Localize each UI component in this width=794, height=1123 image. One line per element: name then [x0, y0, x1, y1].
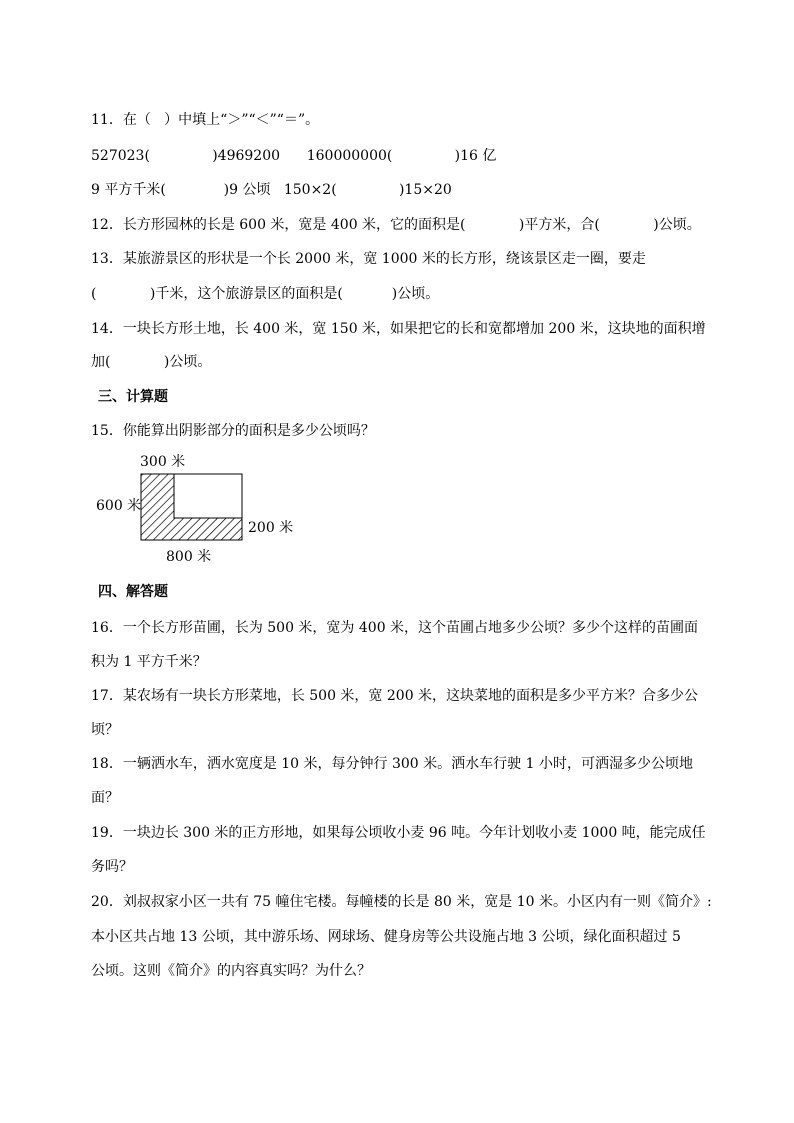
q19-line2: 务吗？ [91, 859, 133, 875]
shaded-area-diagram [92, 448, 302, 570]
q13-line1: 13．某旅游景区的形状是一个长 2000 米，宽 1000 米的长方形，绕该景区走一圈，要走 [91, 251, 646, 267]
section3-heading: 三、计算题 [98, 389, 168, 405]
q20-line1: 20．刘叔叔家小区一共有 75 幢住宅楼。每幢楼的长是 80 米，宽是 10 米。小区内有一则《简介》: [91, 894, 712, 910]
q11-row2: 9 平方千米( )9 公顷 150×2( )15×20 [91, 182, 452, 198]
q17-line2: 顷？ [91, 722, 119, 738]
q20-line2: 本小区共占地 13 公顷，其中游乐场、网球场、健身房等公共设施占地 3 公顷，绿化面积超过 5 [91, 929, 681, 945]
label-top: 300 米 [140, 454, 186, 470]
q11-row1: 527023( )4969200 160000000( )16 亿 [91, 148, 497, 164]
q16-line2: 积为 1 平方千米？ [91, 654, 207, 670]
label-left: 600 米 [96, 498, 142, 514]
q14-line1: 14．一块长方形土地，长 400 米，宽 150 米，如果把它的长和宽都增加 200 米，这块地的面积增 [91, 321, 706, 337]
q20-line3: 公顷。这则《简介》的内容真实吗？为什么？ [91, 963, 371, 979]
q19-line1: 19．一块边长 300 米的正方形地，如果每公顷收小麦 96 吨。今年计划收小麦 1000 吨，能完成任 [91, 825, 706, 841]
q17-line1: 17．某农场有一块长方形菜地，长 500 米，宽 200 米，这块菜地的面积是多少平方米？合多少公 [91, 688, 699, 704]
q16-line1: 16．一个长方形苗圃，长为 500 米，宽为 400 米，这个苗圃占地多少公顷？多少个这样的苗圃面 [91, 620, 699, 636]
section4-heading: 四、解答题 [98, 584, 168, 600]
q12-text: 12．长方形园林的长是 600 米，宽是 400 米，它的面积是( )平方米，合( )公顷。 [91, 217, 701, 233]
q18-line2: 面？ [91, 790, 119, 806]
q11-title: 11．在（ ）中填上“＞”“＜”“＝”。 [91, 112, 320, 128]
q14-line2: 加( )公顷。 [91, 354, 212, 370]
q15-text: 15．你能算出阴影部分的面积是多少公顷吗？ [91, 423, 375, 439]
label-bottom: 800 米 [166, 549, 212, 565]
label-right: 200 米 [248, 520, 294, 536]
q13-line2: ( )千米，这个旅游景区的面积是( )公顷。 [91, 286, 440, 302]
q18-line1: 18．一辆洒水车，洒水宽度是 10 米，每分钟行 300 米。洒水车行驶 1 小时，可洒湿多少公顷地 [91, 756, 693, 772]
